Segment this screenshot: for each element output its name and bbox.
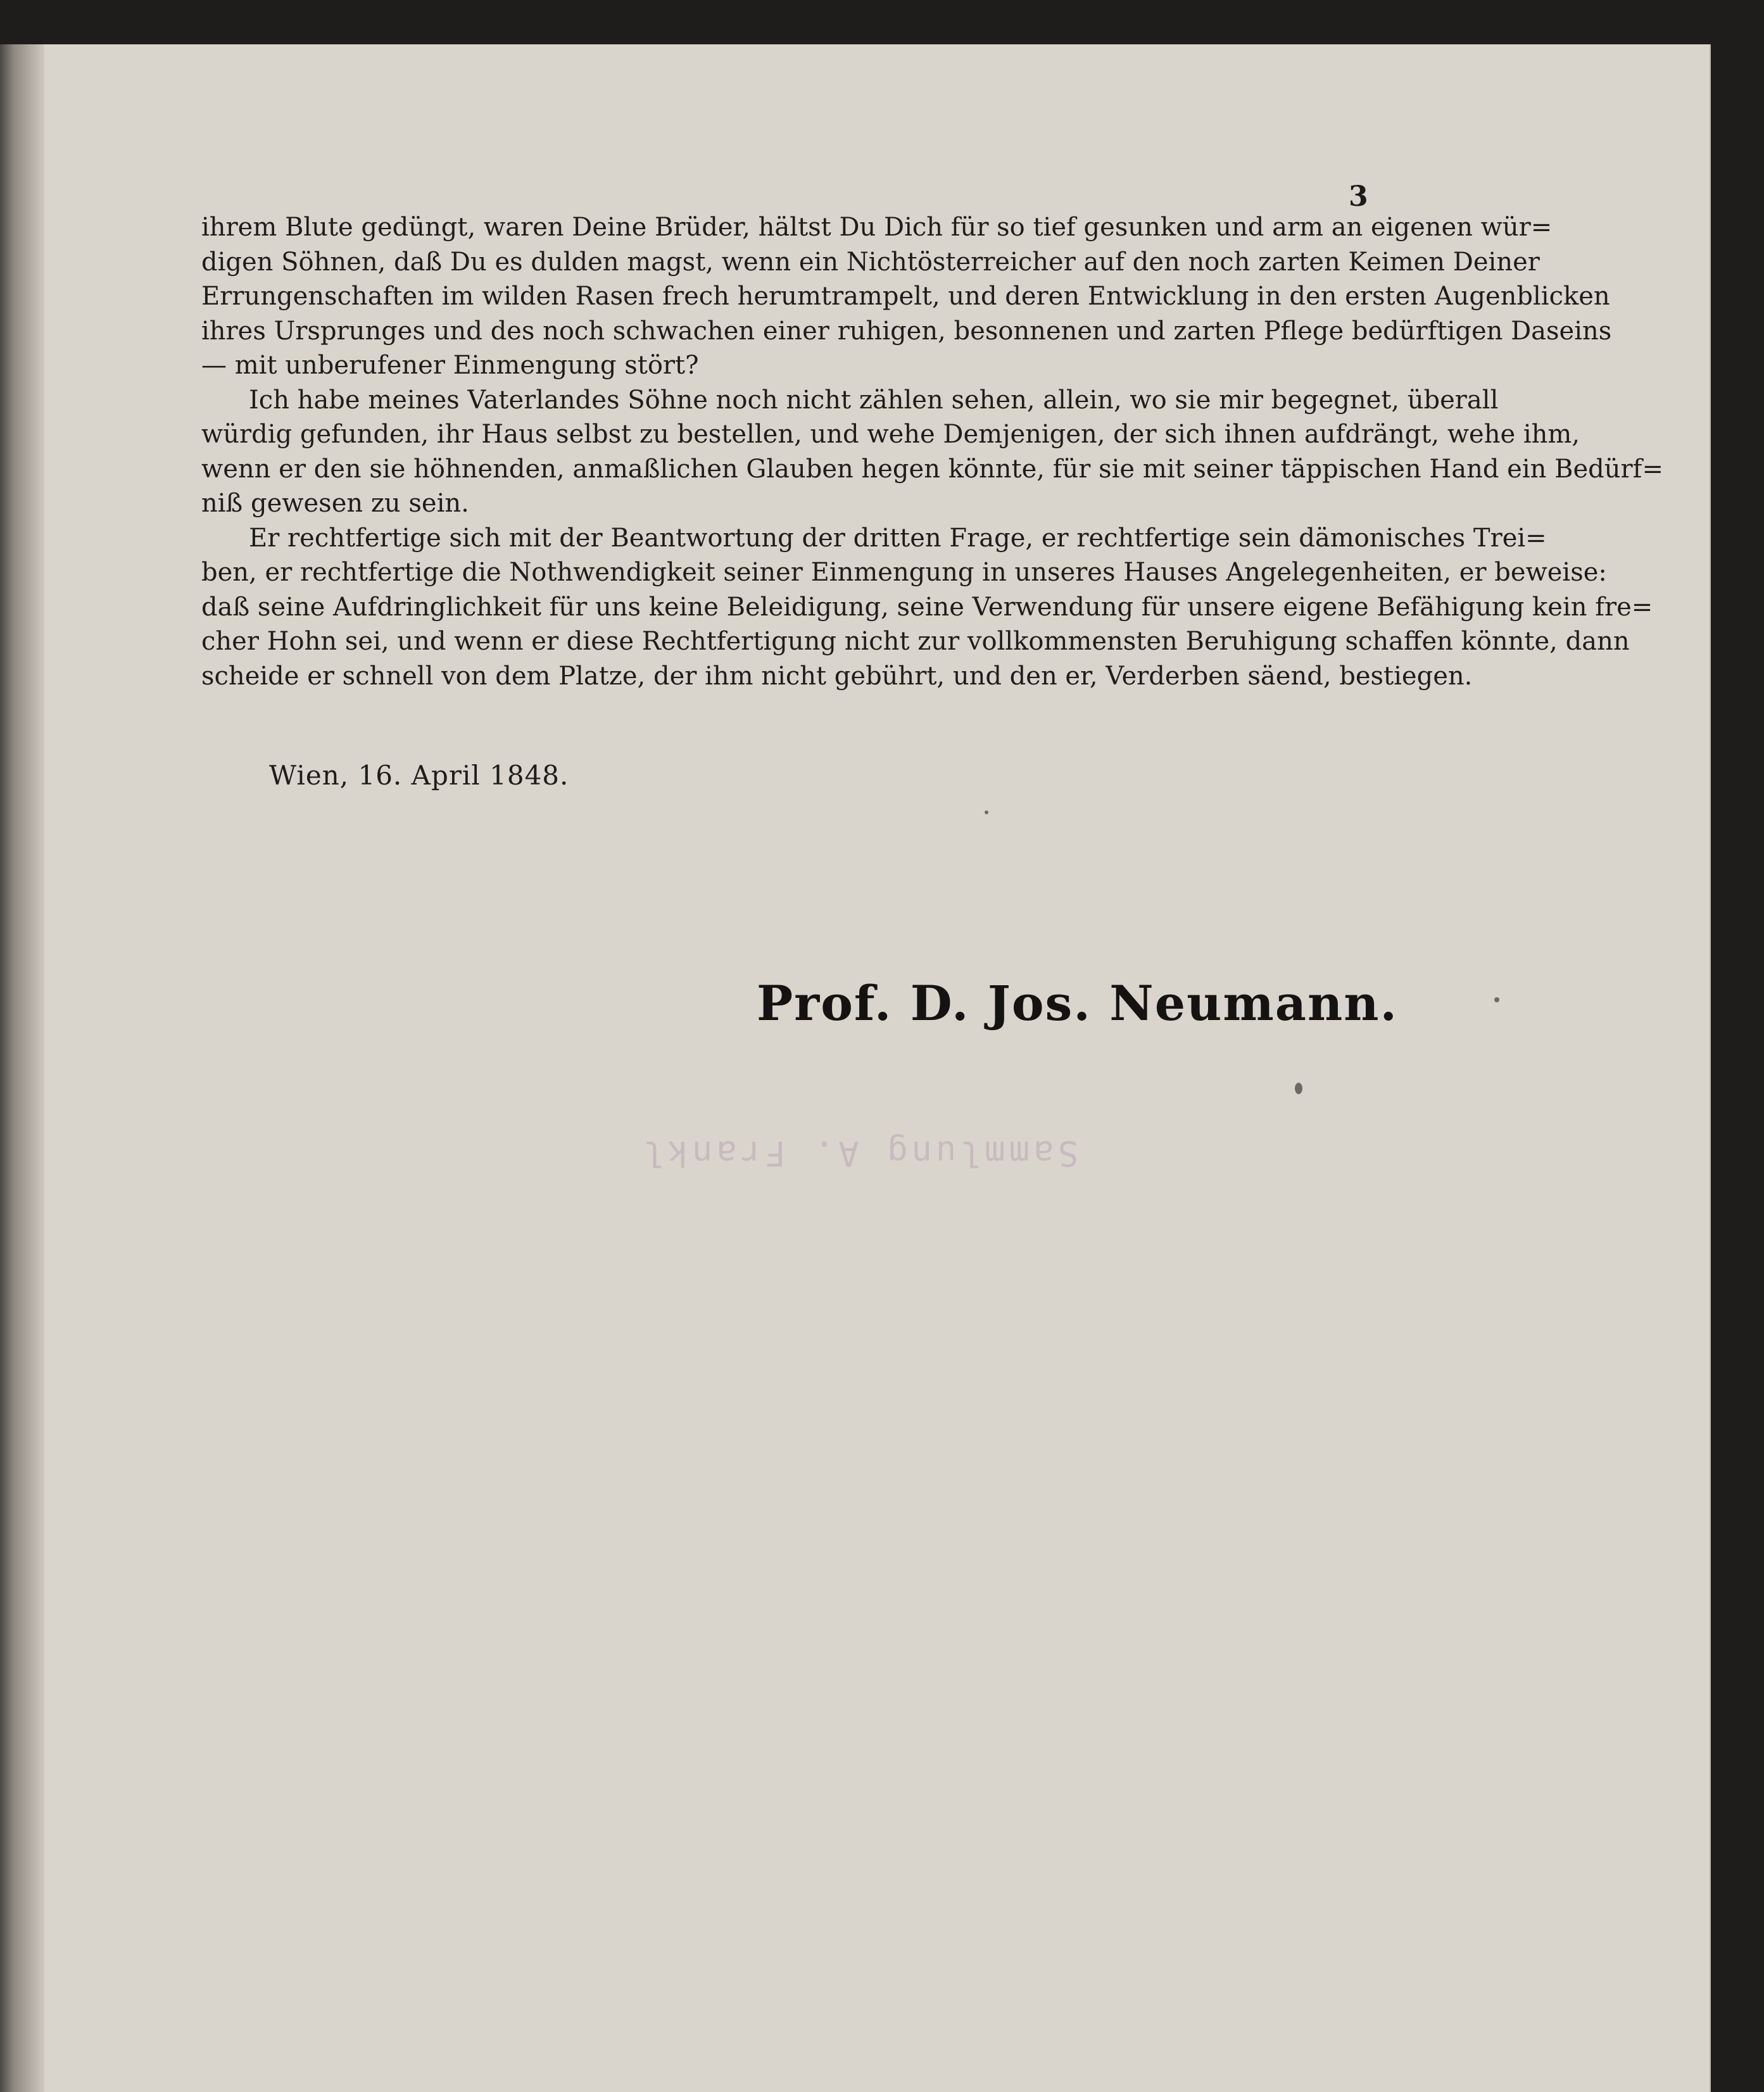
text-line: niß gewesen zu sein.: [201, 489, 469, 518]
text-line: Er rechtfertige sich mit der Beantwortung der dritten Frage, er rechtfertige sein dämonisches Trei=: [249, 523, 1547, 553]
text-line: cher Hohn sei, und wenn er diese Rechtfertigung nicht zur vollkommensten Beruhigung schaffen könnte, dann: [201, 627, 1630, 656]
paper-speck: [1494, 997, 1499, 1002]
text-line: würdig gefunden, ihr Haus selbst zu bestellen, und wehe Demjenigen, der sich ihnen aufdrängt, wehe ihm,: [201, 420, 1580, 449]
paragraph-1: [201, 210, 1612, 383]
text-line: ben, er rechtfertige die Nothwendigkeit seiner Einmengung in unseres Hauses Angelegenheiten, er beweise:: [201, 558, 1607, 587]
binding-edge: [0, 44, 44, 2092]
paragraph-3: [201, 521, 1653, 694]
text-line: Errungenschaften im wilden Rasen frech herumtrampelt, und deren Entwicklung in den ersten Augenblicken: [201, 282, 1610, 311]
text-line: digen Söhnen, daß Du es dulden magst, wenn ein Nichtösterreicher auf den noch zarten Keimen Deiner: [201, 247, 1540, 277]
body-text: [201, 210, 1663, 693]
page-number: 3: [1349, 180, 1368, 213]
text-line: ihres Ursprunges und des noch schwachen einer ruhigen, besonnenen und zarten Pflege bedürftigen Daseins: [201, 316, 1612, 346]
text-line: ihrem Blute gedüngt, waren Deine Brüder, hältst Du Dich für so tief gesunken und arm an eigenen wür=: [201, 213, 1553, 242]
paper-speck: [985, 810, 988, 814]
text-line: daß seine Aufdringlichkeit für uns keine Beleidigung, seine Verwendung für unsere eigene Befähigung kein fre=: [201, 592, 1653, 622]
signature: Prof. D. Jos. Neumann.: [757, 975, 1398, 1031]
paragraph-2: [201, 383, 1663, 521]
text-line: wenn er den sie höhnenden, anmaßlichen Glauben hegen könnte, für sie mit seiner täppischen Hand ein Bedürf=: [201, 454, 1663, 484]
date-line: Wien, 16. April 1848.: [269, 760, 569, 791]
text-line: Ich habe meines Vaterlandes Söhne noch nicht zählen sehen, allein, wo sie mir begegnet, überall: [249, 385, 1499, 415]
text-line: scheide er schnell von dem Platze, der ihm nicht gebührt, und den er, Verderben säend, bestiegen.: [201, 661, 1473, 691]
document-page: [0, 44, 1711, 2092]
paper-speck: [1295, 1083, 1302, 1094]
text-line: — mit unberufener Einmengung stört?: [201, 351, 699, 380]
library-stamp: Sammlung A. Frankl: [639, 1133, 1079, 1173]
